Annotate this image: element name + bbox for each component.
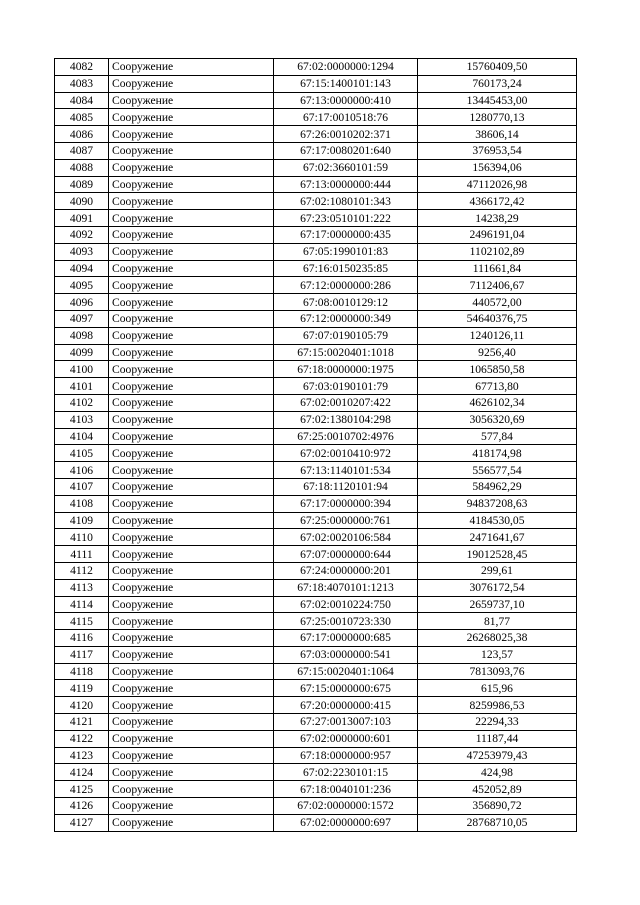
cadastral-value-cell: 2659737,10 bbox=[418, 596, 577, 613]
cadastral-value-cell: 299,61 bbox=[418, 562, 577, 579]
cadastral-number-cell: 67:23:0510101:222 bbox=[274, 210, 418, 227]
cadastral-value-cell: 584962,29 bbox=[418, 478, 577, 495]
table-row bbox=[55, 798, 577, 815]
object-type-cell: Сооружение bbox=[109, 562, 274, 579]
table-row bbox=[55, 512, 577, 529]
object-type-cell: Сооружение bbox=[109, 646, 274, 663]
object-type-cell: Сооружение bbox=[109, 92, 274, 109]
cadastral-value-cell: 7112406,67 bbox=[418, 277, 577, 294]
row-number-cell: 4114 bbox=[55, 596, 109, 613]
cadastral-number-cell: 67:25:0000000:761 bbox=[274, 512, 418, 529]
table-row bbox=[55, 75, 577, 92]
registry-table bbox=[54, 58, 577, 832]
cadastral-value-cell: 4366172,42 bbox=[418, 193, 577, 210]
cadastral-number-cell: 67:27:0013007:103 bbox=[274, 714, 418, 731]
cadastral-value-cell: 3076172,54 bbox=[418, 579, 577, 596]
row-number-cell: 4119 bbox=[55, 680, 109, 697]
cadastral-number-cell: 67:02:0010410:972 bbox=[274, 445, 418, 462]
table-row bbox=[55, 781, 577, 798]
cadastral-value-cell: 2471641,67 bbox=[418, 529, 577, 546]
object-type-cell: Сооружение bbox=[109, 142, 274, 159]
cadastral-number-cell: 67:02:0000000:1294 bbox=[274, 59, 418, 76]
object-type-cell: Сооружение bbox=[109, 512, 274, 529]
table-row bbox=[55, 344, 577, 361]
row-number-cell: 4102 bbox=[55, 394, 109, 411]
table-row bbox=[55, 814, 577, 831]
object-type-cell: Сооружение bbox=[109, 210, 274, 227]
cadastral-value-cell: 452052,89 bbox=[418, 781, 577, 798]
cadastral-number-cell: 67:17:0010518:76 bbox=[274, 109, 418, 126]
row-number-cell: 4111 bbox=[55, 546, 109, 563]
row-number-cell: 4094 bbox=[55, 260, 109, 277]
cadastral-value-cell: 28768710,05 bbox=[418, 814, 577, 831]
object-type-cell: Сооружение bbox=[109, 344, 274, 361]
cadastral-number-cell: 67:02:2230101:15 bbox=[274, 764, 418, 781]
cadastral-value-cell: 7813093,76 bbox=[418, 663, 577, 680]
cadastral-number-cell: 67:18:4070101:1213 bbox=[274, 579, 418, 596]
row-number-cell: 4117 bbox=[55, 646, 109, 663]
cadastral-value-cell: 1240126,11 bbox=[418, 327, 577, 344]
row-number-cell: 4110 bbox=[55, 529, 109, 546]
object-type-cell: Сооружение bbox=[109, 260, 274, 277]
row-number-cell: 4095 bbox=[55, 277, 109, 294]
cadastral-number-cell: 67:16:0150235:85 bbox=[274, 260, 418, 277]
cadastral-value-cell: 11187,44 bbox=[418, 730, 577, 747]
cadastral-value-cell: 54640376,75 bbox=[418, 310, 577, 327]
object-type-cell: Сооружение bbox=[109, 462, 274, 479]
row-number-cell: 4105 bbox=[55, 445, 109, 462]
cadastral-value-cell: 3056320,69 bbox=[418, 411, 577, 428]
table-row bbox=[55, 92, 577, 109]
row-number-cell: 4100 bbox=[55, 361, 109, 378]
object-type-cell: Сооружение bbox=[109, 126, 274, 143]
cadastral-number-cell: 67:24:0000000:201 bbox=[274, 562, 418, 579]
object-type-cell: Сооружение bbox=[109, 663, 274, 680]
cadastral-value-cell: 556577,54 bbox=[418, 462, 577, 479]
object-type-cell: Сооружение bbox=[109, 378, 274, 395]
row-number-cell: 4084 bbox=[55, 92, 109, 109]
cadastral-number-cell: 67:02:0020106:584 bbox=[274, 529, 418, 546]
object-type-cell: Сооружение bbox=[109, 596, 274, 613]
object-type-cell: Сооружение bbox=[109, 680, 274, 697]
cadastral-number-cell: 67:15:1400101:143 bbox=[274, 75, 418, 92]
row-number-cell: 4121 bbox=[55, 714, 109, 731]
cadastral-number-cell: 67:15:0000000:675 bbox=[274, 680, 418, 697]
cadastral-number-cell: 67:18:0040101:236 bbox=[274, 781, 418, 798]
row-number-cell: 4112 bbox=[55, 562, 109, 579]
cadastral-value-cell: 22294,33 bbox=[418, 714, 577, 731]
table-row bbox=[55, 159, 577, 176]
object-type-cell: Сооружение bbox=[109, 781, 274, 798]
row-number-cell: 4086 bbox=[55, 126, 109, 143]
cadastral-number-cell: 67:26:0010202:371 bbox=[274, 126, 418, 143]
cadastral-value-cell: 156394,06 bbox=[418, 159, 577, 176]
object-type-cell: Сооружение bbox=[109, 445, 274, 462]
table-row bbox=[55, 445, 577, 462]
cadastral-number-cell: 67:15:0020401:1018 bbox=[274, 344, 418, 361]
cadastral-value-cell: 615,96 bbox=[418, 680, 577, 697]
cadastral-number-cell: 67:07:0000000:644 bbox=[274, 546, 418, 563]
cadastral-value-cell: 356890,72 bbox=[418, 798, 577, 815]
row-number-cell: 4083 bbox=[55, 75, 109, 92]
table-row bbox=[55, 310, 577, 327]
row-number-cell: 4103 bbox=[55, 411, 109, 428]
table-row bbox=[55, 109, 577, 126]
table-row bbox=[55, 529, 577, 546]
row-number-cell: 4106 bbox=[55, 462, 109, 479]
object-type-cell: Сооружение bbox=[109, 411, 274, 428]
row-number-cell: 4125 bbox=[55, 781, 109, 798]
table-row bbox=[55, 714, 577, 731]
row-number-cell: 4124 bbox=[55, 764, 109, 781]
cadastral-number-cell: 67:18:0000000:1975 bbox=[274, 361, 418, 378]
cadastral-number-cell: 67:02:0000000:601 bbox=[274, 730, 418, 747]
object-type-cell: Сооружение bbox=[109, 730, 274, 747]
object-type-cell: Сооружение bbox=[109, 478, 274, 495]
row-number-cell: 4082 bbox=[55, 59, 109, 76]
cadastral-number-cell: 67:25:0010702:4976 bbox=[274, 428, 418, 445]
table-row bbox=[55, 495, 577, 512]
cadastral-number-cell: 67:05:1990101:83 bbox=[274, 243, 418, 260]
table-row bbox=[55, 277, 577, 294]
cadastral-value-cell: 26268025,38 bbox=[418, 630, 577, 647]
row-number-cell: 4115 bbox=[55, 613, 109, 630]
row-number-cell: 4091 bbox=[55, 210, 109, 227]
object-type-cell: Сооружение bbox=[109, 159, 274, 176]
row-number-cell: 4107 bbox=[55, 478, 109, 495]
row-number-cell: 4090 bbox=[55, 193, 109, 210]
cadastral-number-cell: 67:02:0000000:697 bbox=[274, 814, 418, 831]
cadastral-value-cell: 4184530,05 bbox=[418, 512, 577, 529]
cadastral-value-cell: 4626102,34 bbox=[418, 394, 577, 411]
row-number-cell: 4120 bbox=[55, 697, 109, 714]
object-type-cell: Сооружение bbox=[109, 310, 274, 327]
cadastral-number-cell: 67:20:0000000:415 bbox=[274, 697, 418, 714]
table-row bbox=[55, 478, 577, 495]
row-number-cell: 4113 bbox=[55, 579, 109, 596]
row-number-cell: 4122 bbox=[55, 730, 109, 747]
table-row bbox=[55, 193, 577, 210]
object-type-cell: Сооружение bbox=[109, 226, 274, 243]
table-row bbox=[55, 630, 577, 647]
cadastral-number-cell: 67:02:1080101:343 bbox=[274, 193, 418, 210]
object-type-cell: Сооружение bbox=[109, 764, 274, 781]
cadastral-number-cell: 67:03:0000000:541 bbox=[274, 646, 418, 663]
cadastral-number-cell: 67:17:0080201:640 bbox=[274, 142, 418, 159]
row-number-cell: 4109 bbox=[55, 512, 109, 529]
table-row bbox=[55, 613, 577, 630]
row-number-cell: 4101 bbox=[55, 378, 109, 395]
row-number-cell: 4088 bbox=[55, 159, 109, 176]
table-row bbox=[55, 142, 577, 159]
table-row bbox=[55, 394, 577, 411]
row-number-cell: 4089 bbox=[55, 176, 109, 193]
object-type-cell: Сооружение bbox=[109, 714, 274, 731]
object-type-cell: Сооружение bbox=[109, 546, 274, 563]
table-row bbox=[55, 260, 577, 277]
cadastral-number-cell: 67:02:0010207:422 bbox=[274, 394, 418, 411]
object-type-cell: Сооружение bbox=[109, 176, 274, 193]
cadastral-value-cell: 2496191,04 bbox=[418, 226, 577, 243]
cadastral-number-cell: 67:18:0000000:957 bbox=[274, 747, 418, 764]
cadastral-value-cell: 577,84 bbox=[418, 428, 577, 445]
row-number-cell: 4123 bbox=[55, 747, 109, 764]
cadastral-value-cell: 67713,80 bbox=[418, 378, 577, 395]
table-row bbox=[55, 680, 577, 697]
table-row bbox=[55, 764, 577, 781]
cadastral-value-cell: 14238,29 bbox=[418, 210, 577, 227]
row-number-cell: 4093 bbox=[55, 243, 109, 260]
cadastral-value-cell: 1102102,89 bbox=[418, 243, 577, 260]
row-number-cell: 4098 bbox=[55, 327, 109, 344]
row-number-cell: 4126 bbox=[55, 798, 109, 815]
cadastral-number-cell: 67:02:0010224:750 bbox=[274, 596, 418, 613]
object-type-cell: Сооружение bbox=[109, 529, 274, 546]
object-type-cell: Сооружение bbox=[109, 277, 274, 294]
object-type-cell: Сооружение bbox=[109, 294, 274, 311]
cadastral-number-cell: 67:02:0000000:1572 bbox=[274, 798, 418, 815]
cadastral-value-cell: 123,57 bbox=[418, 646, 577, 663]
table-row bbox=[55, 126, 577, 143]
cadastral-value-cell: 440572,00 bbox=[418, 294, 577, 311]
table-row bbox=[55, 579, 577, 596]
cadastral-number-cell: 67:17:0000000:394 bbox=[274, 495, 418, 512]
cadastral-number-cell: 67:03:0190101:79 bbox=[274, 378, 418, 395]
object-type-cell: Сооружение bbox=[109, 428, 274, 445]
cadastral-number-cell: 67:13:1140101:534 bbox=[274, 462, 418, 479]
table-row bbox=[55, 747, 577, 764]
row-number-cell: 4087 bbox=[55, 142, 109, 159]
cadastral-value-cell: 13445453,00 bbox=[418, 92, 577, 109]
cadastral-number-cell: 67:02:3660101:59 bbox=[274, 159, 418, 176]
table-row bbox=[55, 462, 577, 479]
row-number-cell: 4118 bbox=[55, 663, 109, 680]
cadastral-number-cell: 67:17:0000000:435 bbox=[274, 226, 418, 243]
cadastral-number-cell: 67:02:1380104:298 bbox=[274, 411, 418, 428]
row-number-cell: 4092 bbox=[55, 226, 109, 243]
table-row bbox=[55, 226, 577, 243]
cadastral-number-cell: 67:12:0000000:349 bbox=[274, 310, 418, 327]
object-type-cell: Сооружение bbox=[109, 394, 274, 411]
row-number-cell: 4096 bbox=[55, 294, 109, 311]
object-type-cell: Сооружение bbox=[109, 327, 274, 344]
object-type-cell: Сооружение bbox=[109, 193, 274, 210]
cadastral-value-cell: 47253979,43 bbox=[418, 747, 577, 764]
object-type-cell: Сооружение bbox=[109, 109, 274, 126]
cadastral-value-cell: 9256,40 bbox=[418, 344, 577, 361]
table-row bbox=[55, 327, 577, 344]
table-row bbox=[55, 210, 577, 227]
cadastral-number-cell: 67:25:0010723:330 bbox=[274, 613, 418, 630]
object-type-cell: Сооружение bbox=[109, 75, 274, 92]
row-number-cell: 4104 bbox=[55, 428, 109, 445]
table-row bbox=[55, 411, 577, 428]
object-type-cell: Сооружение bbox=[109, 495, 274, 512]
object-type-cell: Сооружение bbox=[109, 747, 274, 764]
table-row bbox=[55, 730, 577, 747]
object-type-cell: Сооружение bbox=[109, 630, 274, 647]
table-row bbox=[55, 294, 577, 311]
table-row bbox=[55, 596, 577, 613]
cadastral-value-cell: 376953,54 bbox=[418, 142, 577, 159]
cadastral-value-cell: 15760409,50 bbox=[418, 59, 577, 76]
cadastral-number-cell: 67:13:0000000:444 bbox=[274, 176, 418, 193]
cadastral-value-cell: 1065850,58 bbox=[418, 361, 577, 378]
table-row bbox=[55, 646, 577, 663]
object-type-cell: Сооружение bbox=[109, 361, 274, 378]
cadastral-number-cell: 67:08:0010129:12 bbox=[274, 294, 418, 311]
cadastral-value-cell: 19012528,45 bbox=[418, 546, 577, 563]
cadastral-value-cell: 424,98 bbox=[418, 764, 577, 781]
table-row bbox=[55, 176, 577, 193]
cadastral-value-cell: 418174,98 bbox=[418, 445, 577, 462]
table-row bbox=[55, 663, 577, 680]
cadastral-value-cell: 111661,84 bbox=[418, 260, 577, 277]
row-number-cell: 4085 bbox=[55, 109, 109, 126]
cadastral-number-cell: 67:12:0000000:286 bbox=[274, 277, 418, 294]
cadastral-value-cell: 1280770,13 bbox=[418, 109, 577, 126]
table-row bbox=[55, 546, 577, 563]
table-row bbox=[55, 428, 577, 445]
table-row bbox=[55, 59, 577, 76]
row-number-cell: 4099 bbox=[55, 344, 109, 361]
cadastral-value-cell: 81,77 bbox=[418, 613, 577, 630]
object-type-cell: Сооружение bbox=[109, 613, 274, 630]
cadastral-value-cell: 8259986,53 bbox=[418, 697, 577, 714]
table-row bbox=[55, 562, 577, 579]
cadastral-number-cell: 67:17:0000000:685 bbox=[274, 630, 418, 647]
cadastral-number-cell: 67:13:0000000:410 bbox=[274, 92, 418, 109]
row-number-cell: 4108 bbox=[55, 495, 109, 512]
table-row bbox=[55, 378, 577, 395]
row-number-cell: 4097 bbox=[55, 310, 109, 327]
table-row bbox=[55, 697, 577, 714]
object-type-cell: Сооружение bbox=[109, 814, 274, 831]
cadastral-number-cell: 67:18:1120101:94 bbox=[274, 478, 418, 495]
cadastral-value-cell: 94837208,63 bbox=[418, 495, 577, 512]
cadastral-number-cell: 67:15:0020401:1064 bbox=[274, 663, 418, 680]
table-row bbox=[55, 243, 577, 260]
object-type-cell: Сооружение bbox=[109, 697, 274, 714]
cadastral-value-cell: 38606,14 bbox=[418, 126, 577, 143]
cadastral-value-cell: 47112026,98 bbox=[418, 176, 577, 193]
object-type-cell: Сооружение bbox=[109, 243, 274, 260]
object-type-cell: Сооружение bbox=[109, 798, 274, 815]
registry-table-body bbox=[55, 59, 577, 832]
table-row bbox=[55, 361, 577, 378]
object-type-cell: Сооружение bbox=[109, 579, 274, 596]
cadastral-value-cell: 760173,24 bbox=[418, 75, 577, 92]
cadastral-number-cell: 67:07:0190105:79 bbox=[274, 327, 418, 344]
object-type-cell: Сооружение bbox=[109, 59, 274, 76]
row-number-cell: 4127 bbox=[55, 814, 109, 831]
row-number-cell: 4116 bbox=[55, 630, 109, 647]
